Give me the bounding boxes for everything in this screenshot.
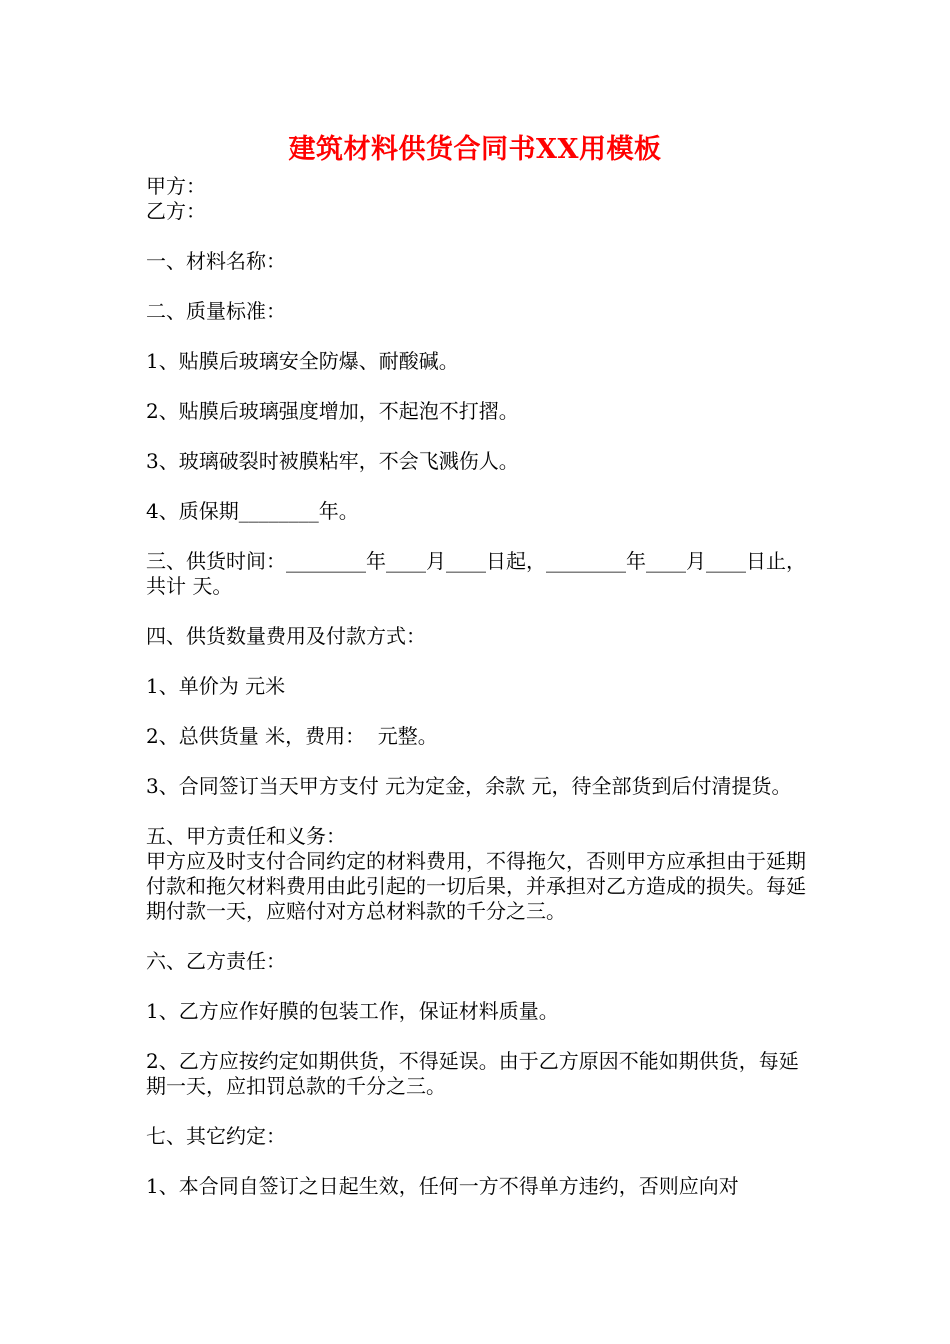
- spacer: [146, 649, 816, 674]
- payment-item-1: 1、单价为 元米: [146, 674, 286, 698]
- spacer: [146, 1099, 816, 1124]
- section-heading-quantity-payment: 四、供货数量费用及付款方式：: [146, 624, 426, 648]
- spacer: [146, 324, 816, 349]
- spacer: [146, 924, 816, 949]
- document-title: 建筑材料供货合同书XX用模板: [288, 134, 662, 165]
- section-heading-quality-standard: 二、质量标准：: [146, 299, 286, 323]
- section-heading-other-terms: 七、其它约定：: [146, 1124, 286, 1148]
- section-heading-material-name: 一、材料名称：: [146, 249, 286, 273]
- spacer: [146, 749, 816, 774]
- spacer: [146, 524, 816, 549]
- spacer: [146, 1024, 816, 1049]
- section-supply-time: 三、供货时间：________年____月____日起，________年____月____日止，共计 天。: [146, 549, 806, 598]
- party-a-line: 甲方：: [146, 174, 206, 198]
- spacer: [146, 274, 816, 299]
- payment-item-3: 3、合同签订当天甲方支付 元为定金，余款 元，待全部货到后付清提货。: [146, 774, 792, 798]
- quality-item-3: 3、玻璃破裂时被膜粘牢，不会飞溅伤人。: [146, 449, 519, 473]
- quality-item-2: 2、贴膜后玻璃强度增加，不起泡不打摺。: [146, 399, 519, 423]
- quality-item-1: 1、贴膜后玻璃安全防爆、耐酸碱。: [146, 349, 459, 373]
- spacer: [146, 974, 816, 999]
- spacer: [146, 1149, 816, 1174]
- spacer: [146, 424, 816, 449]
- spacer: [146, 799, 816, 824]
- party-b-item-1: 1、乙方应作好膜的包装工作，保证材料质量。: [146, 999, 559, 1023]
- section-heading-party-b-duties: 六、乙方责任：: [146, 949, 286, 973]
- party-b-item-2: 2、乙方应按约定如期供货，不得延误。由于乙方原因不能如期供货，每延期一天，应扣罚总款的千分之三。: [146, 1049, 799, 1098]
- document-body: [146, 174, 816, 1199]
- quality-item-4: 4、质保期________年。: [146, 499, 359, 523]
- party-a-duties-text: 甲方应及时支付合同约定的材料费用，不得拖欠，否则甲方应承担由于延期付款和拖欠材料费用由此引起的一切后果，并承担对乙方造成的损失。每延期付款一天，应赔付对方总材料款的千分之三。: [146, 849, 806, 923]
- section-heading-party-a-duties: 五、甲方责任和义务：: [146, 824, 346, 848]
- spacer: [146, 599, 816, 624]
- spacer: [146, 699, 816, 724]
- spacer: [146, 374, 816, 399]
- spacer: [146, 474, 816, 499]
- payment-item-2: 2、总供货量 米，费用： 元整。: [146, 724, 438, 748]
- spacer: [146, 224, 816, 249]
- other-terms-item-1: 1、本合同自签订之日起生效，任何一方不得单方违约，否则应向对: [146, 1174, 739, 1198]
- party-b-line: 乙方：: [146, 199, 206, 223]
